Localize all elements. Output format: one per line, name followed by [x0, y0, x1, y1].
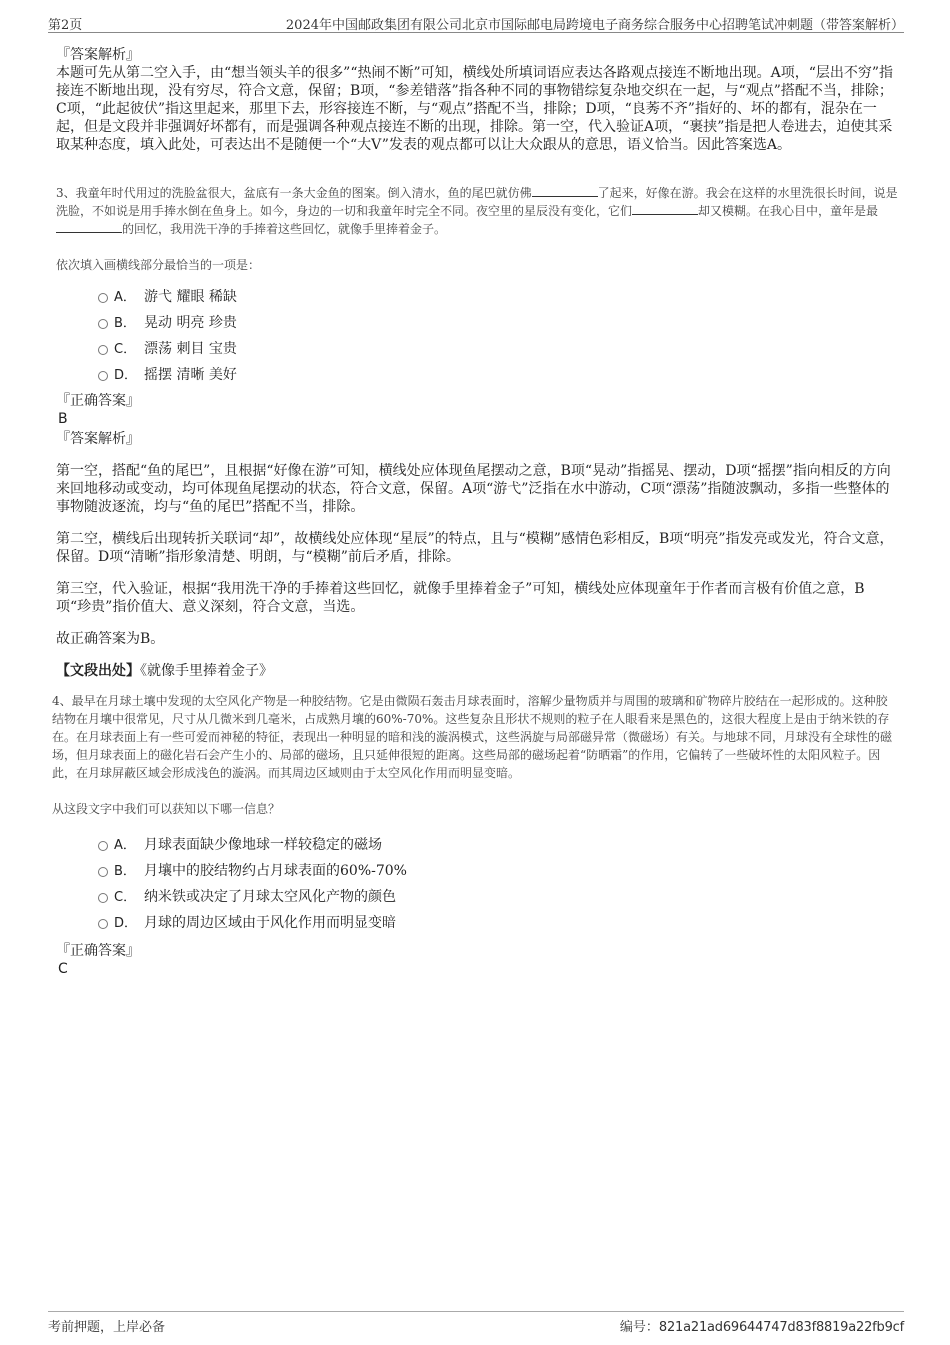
- q3-stem-part-4: 的回忆，我用洗干净的手捧着这些回忆，就像手里捧着金子。: [122, 222, 447, 236]
- q3-option-c[interactable]: C． 漂荡 刺目 宝贵: [56, 336, 898, 362]
- q3-analysis-p2: 第二空，横线后出现转折关联词“却”，故横线处应体现“星辰”的特点，且与“模糊”感情色彩相反，B项“明亮”指发亮或发光，符合文意，保留。D项“清晰”指形象清楚、明朗，与“模糊”前后矛盾，排除。: [56, 531, 894, 565]
- q3-analysis-p4: 故正确答案为B。: [56, 631, 165, 647]
- radio-button[interactable]: [98, 345, 108, 355]
- page-header: [48, 10, 904, 33]
- q3-blank-2: [632, 202, 698, 215]
- q3-stem-part-1: 3、我童年时代用过的洗脸盆很大，盆底有一条大金鱼的图案。倒入清水，鱼的尾巴就仿佛: [56, 186, 532, 200]
- q3-option-a[interactable]: A． 游弋 耀眼 稀缺: [56, 284, 898, 310]
- q4-stem: 4、最早在月球土壤中发现的太空风化产物是一种胶结物。它是由微陨石轰击月球表面时，溶解少量物质并与周围的玻璃和矿物碎片胶结在一起形成的。这种胶结物在月壤中很常见，尺寸从几微米到几毫米，占成熟月壤的60%-70%。这些复杂且形状不规则的粒子在人眼看来是黑色的，这很大程度上是由于纳米铁的存在。在月球表面上有一些可爱而神秘的特征，表现出一种明显的暗和浅的漩涡模式，这些涡旋与局部磁异常（微磁场）有关。与地球不同，月球没有全球性的磁场，但月球表面上的磁化岩石会产生小的、局部的磁场，且只延伸很短的距离。这些局部的磁场起着“防晒霜”的作用，它偏转了一些破坏性的太阳风粒子。因此，在月球屏蔽区域会形成浅色的漩涡。而其周边区域则由于太空风化作用而明显变暗。: [52, 694, 893, 780]
- q3-stem: [56, 184, 898, 238]
- q3-stem-part-3: 却又模糊。在我心目中，童年是最: [698, 204, 879, 218]
- q4-option-a[interactable]: A． 月球表面缺少像地球一样较稳定的磁场: [56, 832, 898, 858]
- q3-prompt: 依次填入画横线部分最恰当的一项是：: [56, 258, 261, 272]
- q4-options: [56, 832, 898, 936]
- radio-button[interactable]: [98, 841, 108, 851]
- q2-analysis-text: 本题可先从第二空入手，由“想当领头羊的很多”“热闹不断”可知，横线处所填词语应表达各路观点接连不断地出现。A项，“层出不穷”指接连不断地出现，没有穷尽，符合文意，保留；B项，“参差错落”指各种不同的事物错综复杂地交织在一起，与“观点”搭配不当，排除；C项，“此起彼伏”指这里起来，那里下去，形容接连不断，与“观点”搭配不当，排除；D项，“良莠不齐”指好的、坏的都有，混杂在一起，但是文段并非强调好坏都有，而是强调各种观点接连不断的出现，排除。第一空，代入验证A项，“裹挟”指是把人卷进去，迫使其采取某种态度，填入此处，可表达出不是随便一个“大V”发表的观点都可以让大众跟从的意思，语义恰当。因此答案选A。: [56, 65, 894, 153]
- page-footer: [48, 1311, 904, 1336]
- q2-analysis: [56, 46, 898, 154]
- radio-button[interactable]: [98, 867, 108, 877]
- q3-source: [56, 662, 898, 680]
- page-number: 第2页: [48, 18, 83, 33]
- question-3: [56, 184, 898, 680]
- q4-option-c[interactable]: C． 纳米铁或决定了月球太空风化产物的颜色: [56, 884, 898, 910]
- q3-stem-part-2: 了起来，好像在游。我会在这样的水里洗很长时间，说是洗脸，不如说是用手捧水倒在鱼身上。如今，身边的一切和我童年时完全不同。夜空里的星辰没有变化，它们: [56, 186, 898, 218]
- q3-option-b[interactable]: B． 晃动 明亮 珍贵: [56, 310, 898, 336]
- q3-analysis-p1: 第一空，搭配“鱼的尾巴”，且根据“好像在游”可知，横线处应体现鱼尾摆动之意，B项“晃动”指摇晃、摆动，D项“摇摆”指向相反的方向来回地移动或变动，均可体现鱼尾摆动的状态，符合文意，保留。A项“游弋”泛指在水中游动，C项“漂荡”指随波飘动，多指一些整体的事物随波逐流，均与“鱼的尾巴”搭配不当，排除。: [56, 463, 891, 515]
- code-value: 821a21ad69644747d83f8819a22fb9cf: [658, 1320, 904, 1335]
- q4-option-b[interactable]: B． 月壤中的胶结物约占月球表面的60%-70%: [56, 858, 898, 884]
- radio-button[interactable]: [98, 293, 108, 303]
- q4-option-d[interactable]: D． 月球的周边区域由于风化作用而明显变暗: [56, 910, 898, 936]
- footer-slogan: 考前押题，上岸必备: [48, 1320, 166, 1335]
- radio-button[interactable]: [98, 893, 108, 903]
- q3-option-d[interactable]: D． 摇摆 清晰 美好: [56, 362, 898, 388]
- q3-blank-1: [532, 184, 598, 197]
- source-label: 【文段出处】: [56, 663, 140, 679]
- question-4: [52, 692, 898, 978]
- q3-options: [56, 284, 898, 388]
- q3-analysis-p3: 第三空，代入验证，根据“我用洗干净的手捧着这些回忆，就像手里捧着金子”可知，横线处应体现童年于作者而言极有价值之意，B项“珍贵”指价值大、意义深刻，符合文意，当选。: [56, 581, 865, 615]
- page-content: [52, 46, 898, 978]
- q3-correct-answer: B: [58, 411, 68, 427]
- q4-prompt: 从这段文字中我们可以获知以下哪一信息？: [52, 802, 281, 816]
- footer-code: [620, 1316, 904, 1335]
- q3-blank-3: [56, 220, 122, 233]
- code-label: 编号：: [619, 1320, 659, 1335]
- radio-button[interactable]: [98, 371, 108, 381]
- q4-correct-answer: C: [58, 961, 68, 977]
- q2-analysis-label: 『答案解析』: [56, 47, 140, 63]
- radio-button[interactable]: [98, 319, 108, 329]
- radio-button[interactable]: [98, 919, 108, 929]
- q3-analysis-label: 『答案解析』: [56, 431, 140, 447]
- source-title: 《就像手里捧着金子》: [140, 663, 273, 679]
- document-title: 2024年中国邮政集团有限公司北京市国际邮电局跨境电子商务综合服务中心招聘笔试冲刺题（带答案解析）: [285, 18, 904, 33]
- q4-correct-label: 『正确答案』: [56, 943, 140, 959]
- q3-correct-label: 『正确答案』: [56, 393, 140, 409]
